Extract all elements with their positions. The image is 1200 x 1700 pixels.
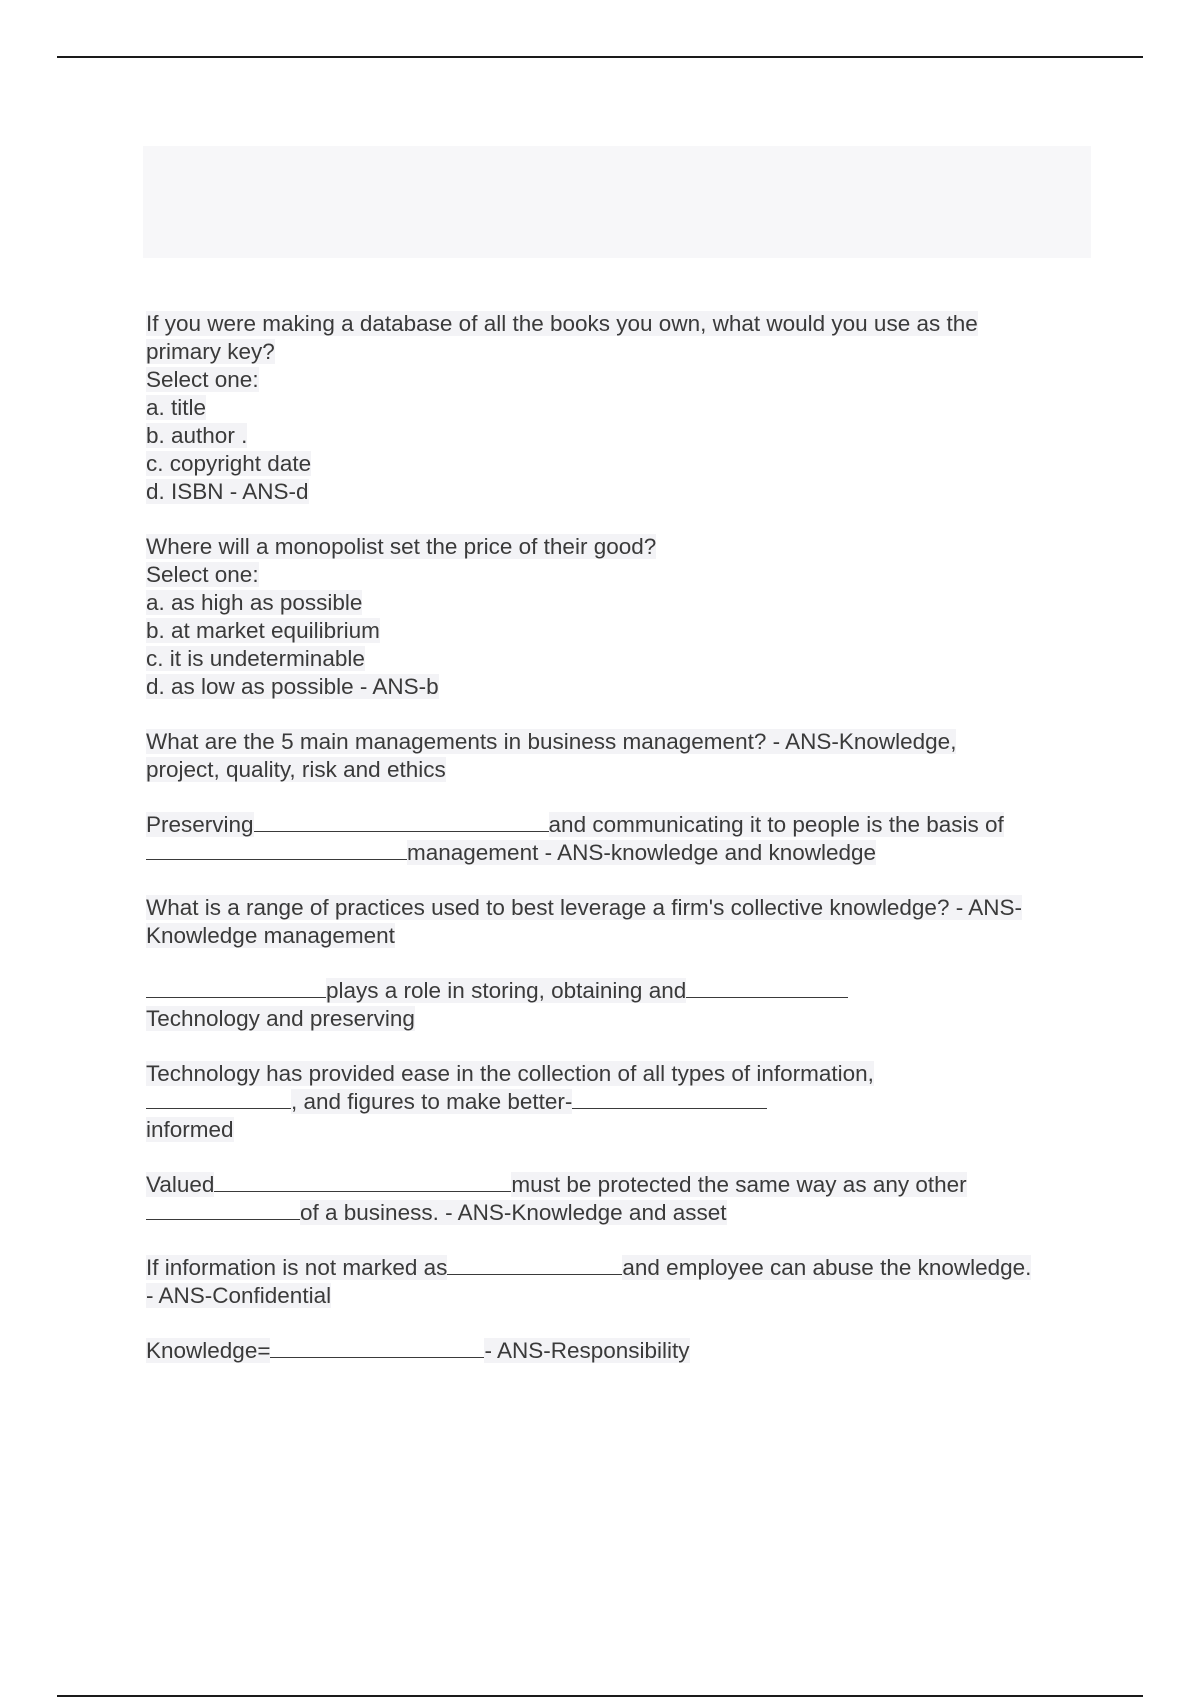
qa-item-asset (146, 1171, 1096, 1227)
qa-item-responsibility (146, 1337, 1096, 1365)
question-line: If you were making a database of all the books you own, what would you use as the (146, 311, 978, 336)
header-banner (143, 146, 1091, 258)
fill-in-blank (270, 1337, 484, 1358)
header-rule (57, 56, 1143, 58)
question-line: If information is not marked as and employee can abuse the knowledge. (146, 1255, 1032, 1280)
answer-line: of a business. - ANS-Knowledge and asset (146, 1199, 1096, 1227)
question-line: , and figures to make better- (146, 1088, 1096, 1116)
answer-line: - ANS-Confidential (146, 1283, 332, 1308)
qa-item-knowledge-management (146, 894, 1096, 950)
option-b: b. author . (146, 423, 248, 448)
fill-in-blank (146, 1199, 300, 1220)
answer-line: Technology and preserving (146, 1006, 415, 1031)
fill-in-blank (146, 839, 407, 860)
qa-item-managements (146, 728, 1096, 784)
answer-line: Knowledge management (146, 923, 395, 948)
question-line: Knowledge= - ANS-Responsibility (146, 1338, 690, 1363)
fill-in-blank (686, 977, 848, 998)
qa-item-preserving (146, 811, 1096, 867)
question-line: Where will a monopolist set the price of their good? (146, 534, 657, 559)
option-d-answer: d. as low as possible - ANS-b (146, 674, 439, 699)
fill-in-blank (146, 977, 326, 998)
select-prompt: Select one: (146, 367, 259, 392)
fill-in-blank (254, 811, 549, 832)
fill-in-blank (146, 1088, 291, 1109)
select-prompt: Select one: (146, 562, 259, 587)
question-line: plays a role in storing, obtaining and (146, 977, 1096, 1005)
footer-rule (57, 1695, 1143, 1697)
question-line: What are the 5 main managements in business management? - ANS-Knowledge, (146, 729, 957, 754)
fill-in-blank (447, 1254, 622, 1275)
fill-in-blank (572, 1088, 767, 1109)
question-line: What is a range of practices used to best leverage a firm's collective knowledge? - ANS- (146, 895, 1022, 920)
qa-item-primary-key (146, 310, 1096, 506)
option-a: a. as high as possible (146, 590, 363, 615)
question-line: primary key? (146, 339, 275, 364)
fill-in-blank (214, 1171, 511, 1192)
question-line: Technology has provided ease in the collection of all types of information, (146, 1061, 874, 1086)
answer-line: management - ANS-knowledge and knowledge (146, 839, 1096, 867)
qa-item-confidential (146, 1254, 1096, 1310)
question-line: Preserving and communicating it to people is the basis of (146, 812, 1004, 837)
option-d-answer: d. ISBN - ANS-d (146, 479, 309, 504)
qa-list (146, 310, 1096, 1392)
option-c: c. it is undeterminable (146, 646, 365, 671)
option-c: c. copyright date (146, 451, 312, 476)
option-a: a. title (146, 395, 207, 420)
qa-item-technology (146, 977, 1096, 1033)
question-line: Valued must be protected the same way as any other (146, 1172, 967, 1197)
qa-item-data-informed (146, 1060, 1096, 1144)
answer-line: project, quality, risk and ethics (146, 757, 446, 782)
answer-line: informed (146, 1117, 234, 1142)
qa-item-monopolist (146, 533, 1096, 701)
option-b: b. at market equilibrium (146, 618, 380, 643)
